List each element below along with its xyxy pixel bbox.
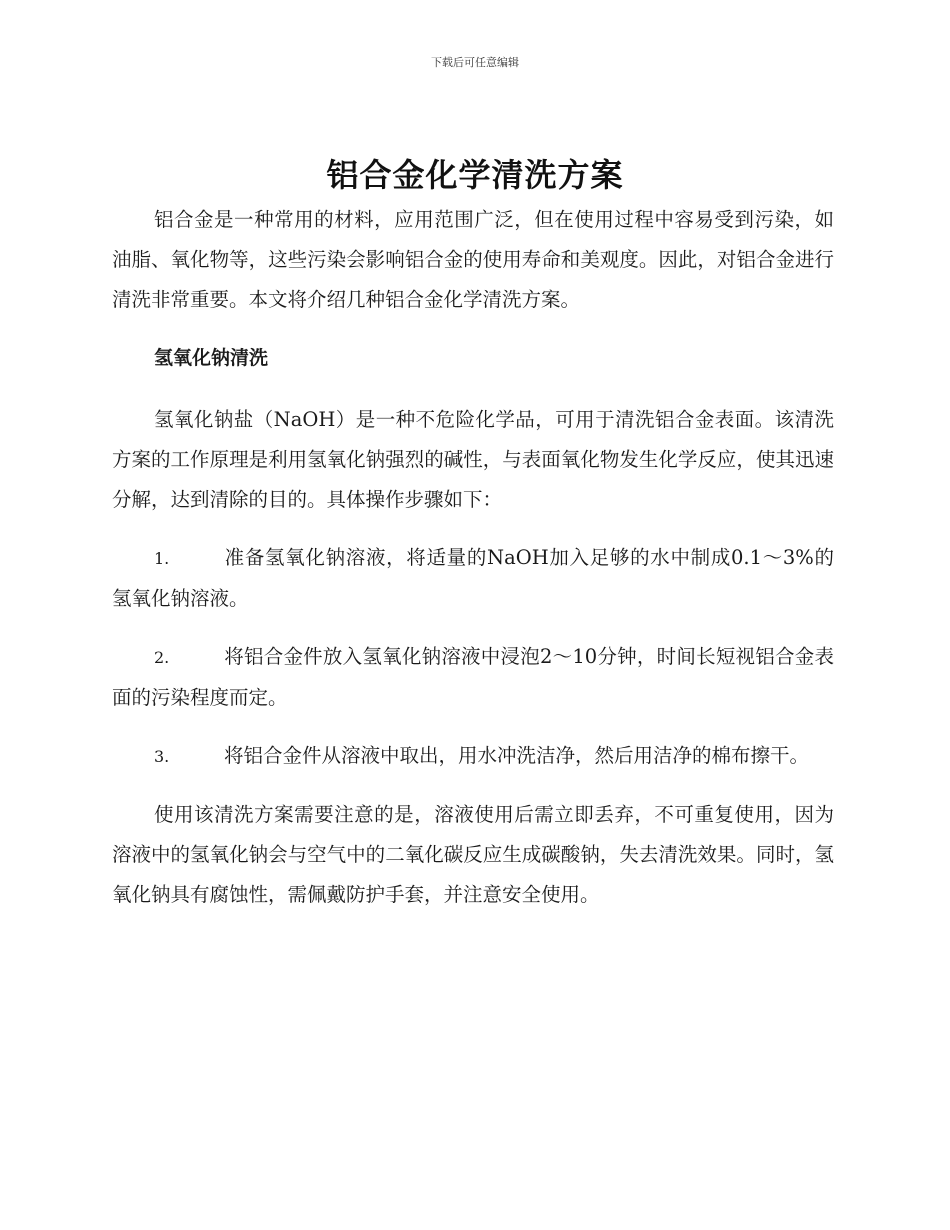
document-body [112, 200, 834, 915]
list-item [112, 736, 834, 777]
step-text: 将铝合金件放入氢氧化钠溶液中浸泡2～10分钟，时间长短视铝合金表面的污染程度而定。 [112, 645, 834, 709]
step-number: 3. [154, 747, 170, 766]
step-text: 将铝合金件从溶液中取出，用水冲洗洁净，然后用洁净的棉布擦干。 [224, 744, 810, 767]
note-paragraph: 使用该清洗方案需要注意的是，溶液使用后需立即丢弃，不可重复使用，因为溶液中的氢氧化钠会与空气中的二氧化碳反应生成碳酸钠，失去清洗效果。同时，氢氧化钠具有腐蚀性，需佩戴防护手套，并注意安全使用。 [112, 803, 834, 906]
list-item [112, 538, 834, 619]
section-description: 氢氧化钠盐（NaOH）是一种不危险化学品，可用于清洗铝合金表面。该清洗方案的工作原理是利用氢氧化钠强烈的碱性，与表面氧化物发生化学反应，使其迅速分解，达到清除的目的。具体操作步骤如下： [112, 408, 834, 511]
step-text: 准备氢氧化钠溶液，将适量的NaOH加入足够的水中制成0.1～3%的氢氧化钠溶液。 [112, 546, 834, 610]
list-item [112, 637, 834, 718]
step-number: 1. [154, 549, 170, 568]
document-title: 铝合金化学清洗方案 [326, 156, 624, 194]
step-number: 2. [154, 648, 170, 667]
page-header: 下载后可任意编辑 [431, 56, 519, 69]
intro-paragraph: 铝合金是一种常用的材料，应用范围广泛，但在使用过程中容易受到污染，如油脂、氧化物等，这些污染会影响铝合金的使用寿命和美观度。因此，对铝合金进行清洗非常重要。本文将介绍几种铝合金化学清洗方案。 [112, 208, 834, 311]
section-heading: 氢氧化钠清洗 [154, 347, 269, 369]
